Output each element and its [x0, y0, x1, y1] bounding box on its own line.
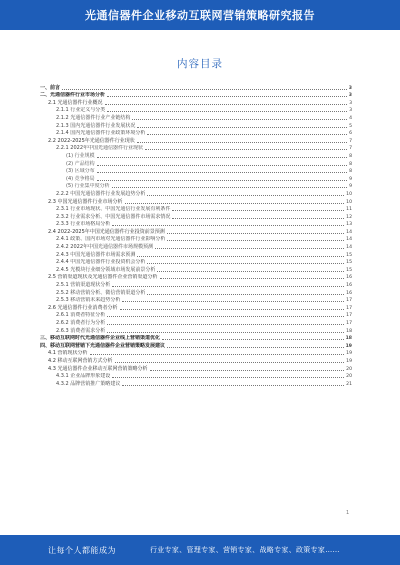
toc-entry[interactable]: [40, 274, 352, 282]
toc-entry[interactable]: [40, 251, 352, 259]
toc-entry-title: 2.1.4 国内光通信器件行业政策环境分析: [56, 130, 146, 137]
report-title: 光通信器件企业移动互联网营销策略研究报告: [85, 9, 315, 22]
toc-entry-title: 2.5.3 移动营销未来趋势分析: [56, 297, 121, 304]
toc-entry-title: 2.4.2 2022年中国光通信器件市场规模预测: [56, 244, 154, 251]
toc-entry-title: 2.4.5 光模块行业细分领域市场发展前景分析: [56, 266, 156, 273]
toc-leader-dots: [172, 210, 344, 211]
toc-entry[interactable]: [40, 137, 352, 145]
toc-entry-title: 2.5.1 营销渠道现状分析: [56, 282, 111, 289]
toc-entry-page: 12: [346, 214, 352, 220]
toc-entry-page: 18: [345, 336, 352, 342]
toc-entry-page: 13: [346, 222, 352, 228]
toc-entry-title: 2.4 2022-2025年中国光通信器件行业投资前景预测: [48, 228, 165, 235]
toc-entry[interactable]: [40, 297, 352, 305]
toc-entry-page: 9: [349, 176, 352, 182]
toc-entry-page: 19: [345, 343, 352, 349]
toc-entry-page: 7: [349, 146, 352, 152]
toc-entry-title: 2.1.1 行业定义与分类: [56, 107, 106, 114]
toc-entry[interactable]: [40, 357, 352, 365]
toc-entry[interactable]: [40, 327, 352, 335]
toc-entry[interactable]: [40, 221, 352, 229]
toc-leader-dots: [167, 347, 344, 348]
toc-leader-dots: [125, 203, 345, 204]
toc-entry[interactable]: [40, 266, 352, 274]
toc-leader-dots: [147, 195, 344, 196]
toc-entry-page: 7: [349, 138, 352, 144]
toc-entry-title: 2.4.4 中国光通信器件行业投资机会分析: [56, 259, 146, 266]
toc-entry[interactable]: [40, 183, 352, 191]
toc-entry[interactable]: [40, 84, 352, 92]
toc-leader-dots: [157, 271, 344, 272]
toc-entry[interactable]: [40, 190, 352, 198]
toc-entry[interactable]: [40, 114, 352, 122]
toc-entry[interactable]: [40, 206, 352, 214]
toc-entry[interactable]: [40, 350, 352, 358]
toc-leader-dots: [107, 316, 344, 317]
toc-entry-title: (4) 竞争格局: [66, 175, 95, 182]
toc-entry[interactable]: [40, 122, 352, 130]
toc-entry-title: (3) 区域分布: [66, 168, 95, 175]
toc-entry-page: 3: [348, 85, 352, 91]
toc-entry-page: 19: [346, 358, 352, 364]
toc-entry[interactable]: [40, 289, 352, 297]
toc-leader-dots: [172, 218, 344, 219]
toc-entry-title: 2.6.2 消费者行为分析: [56, 320, 106, 326]
toc-entry-page: 15: [346, 252, 352, 258]
toc-leader-dots: [155, 248, 344, 249]
toc-entry-title: 2.5.2 移动营销分析、微信营销渠道分析: [56, 289, 146, 296]
toc-leader-dots: [137, 142, 347, 143]
toc-entry-page: 3: [349, 100, 352, 106]
toc-heading: 内容目录: [177, 58, 223, 70]
toc-leader-dots: [162, 339, 344, 340]
toc-entry-title: 2.3.2 行业需求分析、中国光通信器件市场需求情况: [56, 213, 171, 220]
toc-entry-page: 6: [349, 131, 352, 137]
toc-entry-page: 3: [349, 108, 352, 114]
toc-leader-dots: [107, 332, 344, 333]
toc-leader-dots: [167, 233, 344, 234]
toc-leader-dots: [105, 104, 348, 105]
toc-entry[interactable]: [40, 107, 352, 115]
toc-entry-page: 17: [346, 298, 352, 304]
toc-entry[interactable]: [40, 259, 352, 267]
toc-entry-page: 14: [346, 229, 352, 235]
toc-entry-title: (5) 行业集中度分析: [66, 183, 110, 190]
toc-entry[interactable]: [40, 198, 352, 206]
toc-entry-title: (1) 行业规模: [66, 152, 95, 159]
toc-entry-title: 2.3.3 行业市场格局分析: [56, 221, 111, 228]
toc-entry-page: 16: [346, 275, 352, 281]
toc-leader-dots: [137, 256, 344, 257]
toc-entry[interactable]: [40, 168, 352, 176]
toc-entry[interactable]: [40, 228, 352, 236]
toc-entry-title: 4.3.1 企业品牌形象建设: [56, 373, 111, 380]
footer-slogan: 让每个人都能成为: [48, 545, 116, 555]
toc-entry-page: 20: [346, 374, 352, 380]
toc-entry-title: 4.3.2 品牌营销推广策略建议: [56, 380, 121, 387]
toc-leader-dots: [97, 157, 347, 158]
footer-tagline: 行业专家、管理专家、营销专家、战略专家、政策专家……: [150, 546, 340, 554]
toc-leader-dots: [107, 111, 347, 112]
toc-entry-title: 2.4.3 中国光通信器件市场需求预测: [56, 251, 136, 258]
toc-entry-page: 8: [349, 153, 352, 159]
toc-entry-page: 5: [349, 123, 352, 129]
toc-entry-title: 2.2.1 2022年中国光通信器件行业现状: [56, 145, 144, 152]
toc-leader-dots: [150, 370, 345, 371]
toc-leader-dots: [115, 362, 345, 363]
toc-leader-dots: [147, 294, 344, 295]
toc-entry-title: 2.1.2 光通信器件行业产业链结构: [56, 114, 131, 121]
toc-entry[interactable]: [40, 213, 352, 221]
toc-entry[interactable]: [40, 335, 352, 343]
toc-leader-dots: [112, 187, 347, 188]
toc-entry[interactable]: [40, 145, 352, 153]
page-number: 1: [346, 510, 350, 516]
toc-leader-dots: [137, 127, 347, 128]
toc-entry-title: 2.6.1 消费者特征分析: [56, 312, 106, 319]
toc-entry-title: 2.2.2 中国光通信器件行业发展趋势分析: [56, 190, 146, 197]
toc-entry-title: 2.4.1 政策、国内市场对光通信器件行业影响分析: [56, 236, 166, 243]
toc-leader-dots: [112, 286, 344, 287]
toc-entry[interactable]: [40, 380, 352, 388]
toc-entry-page: 11: [346, 207, 352, 213]
toc-entry-page: 20: [346, 366, 352, 372]
toc-entry[interactable]: [40, 365, 352, 373]
toc-entry-title: 4.2 移动互联网营销方式分析: [48, 357, 113, 364]
toc-entry[interactable]: [40, 373, 352, 381]
toc-entry[interactable]: [40, 99, 352, 107]
toc-entry[interactable]: [40, 175, 352, 183]
toc-entry-page: 21: [346, 381, 352, 387]
toc-entry[interactable]: [40, 130, 352, 138]
toc-entry-title: 二、光通信器件行业市场分析: [40, 92, 106, 99]
toc-leader-dots: [122, 301, 344, 302]
toc-entry-page: 17: [346, 305, 352, 311]
toc-entry-title: 2.6 光通信器件行业消费者分析: [48, 304, 118, 311]
toc-entry[interactable]: [40, 304, 352, 312]
toc-entry-title: 四、移动互联网营销下光通信器件企业营销策略发展建议: [40, 342, 166, 349]
toc-entry-title: 三、移动互联网时代光通信器件企业线上营销渠道优化: [40, 335, 161, 342]
toc-leader-dots: [107, 96, 347, 97]
toc-leader-dots: [147, 263, 344, 264]
toc-entry-page: 14: [346, 245, 352, 251]
toc-entry-page: 16: [346, 290, 352, 296]
toc-entry-title: 2.5 营销渠道现状及光通信器件企业营销渠道分析: [48, 274, 158, 281]
toc-entry[interactable]: [40, 319, 352, 327]
toc-entry-page: 8: [349, 169, 352, 175]
toc-leader-dots: [97, 172, 347, 173]
toc-leader-dots: [112, 377, 344, 378]
toc-entry[interactable]: [40, 312, 352, 320]
toc-entry[interactable]: [40, 152, 352, 160]
toc-leader-dots: [167, 240, 344, 241]
toc-entry-page: 10: [346, 199, 352, 205]
toc-entry[interactable]: [40, 92, 352, 100]
toc-entry-page: 17: [346, 313, 352, 319]
toc-entry-title: 4.3 光通信器件企业移动互联网营销策略分析: [48, 365, 148, 372]
toc-leader-dots: [147, 134, 347, 135]
toc-entry-page: 3: [348, 93, 352, 99]
toc-entry-title: 2.3 中国光通信器件行业市场分析: [48, 198, 123, 205]
toc-leader-dots: [132, 119, 347, 120]
toc-entry-title: 一、前言: [40, 84, 61, 91]
toc-entry-title: 2.2 2022-2025年光通信器件行业现状: [48, 137, 135, 144]
toc-entry-title: 4.1 营销现状分析: [48, 350, 88, 357]
toc-entry-page: 17: [346, 321, 352, 326]
toc-leader-dots: [120, 309, 345, 310]
toc-leader-dots: [160, 278, 345, 279]
table-of-contents: [40, 84, 352, 499]
toc-entry-title: 2.1.3 国内光通信器件行业发展状况: [56, 122, 136, 129]
toc-entry-page: 18: [346, 328, 352, 334]
toc-entry-page: 16: [346, 283, 352, 289]
toc-entry-title: 2.6.3 消费者需求分析: [56, 327, 106, 334]
toc-leader-dots: [122, 385, 344, 386]
toc-entry-page: 4: [349, 115, 352, 121]
toc-leader-dots: [97, 180, 347, 181]
toc-entry[interactable]: [40, 236, 352, 244]
toc-leader-dots: [112, 225, 344, 226]
header-bar: [0, 0, 400, 30]
toc-leader-dots: [97, 165, 347, 166]
toc-leader-dots: [107, 324, 344, 325]
toc-entry-page: 15: [346, 260, 352, 266]
toc-entry[interactable]: [40, 160, 352, 168]
toc-entry-page: 9: [349, 184, 352, 190]
footer-bar: [0, 535, 400, 565]
toc-leader-dots: [145, 149, 347, 150]
toc-entry-page: 14: [346, 237, 352, 243]
toc-entry-page: 8: [349, 161, 352, 167]
toc-entry[interactable]: [40, 342, 352, 350]
toc-entry-page: 15: [346, 267, 352, 273]
toc-entry-title: 2.3.1 行业市场现状、中国光通信行业发展有利条件: [56, 206, 171, 213]
toc-entry-page: 19: [346, 351, 352, 357]
toc-leader-dots: [62, 89, 347, 90]
toc-entry-page: 10: [346, 191, 352, 197]
toc-entry-title: (2) 产品结构: [66, 160, 95, 167]
toc-entry-title: 2.1 光通信器件行业概况: [48, 99, 103, 106]
toc-entry[interactable]: [40, 243, 352, 251]
toc-entry[interactable]: [40, 281, 352, 289]
toc-leader-dots: [90, 354, 345, 355]
